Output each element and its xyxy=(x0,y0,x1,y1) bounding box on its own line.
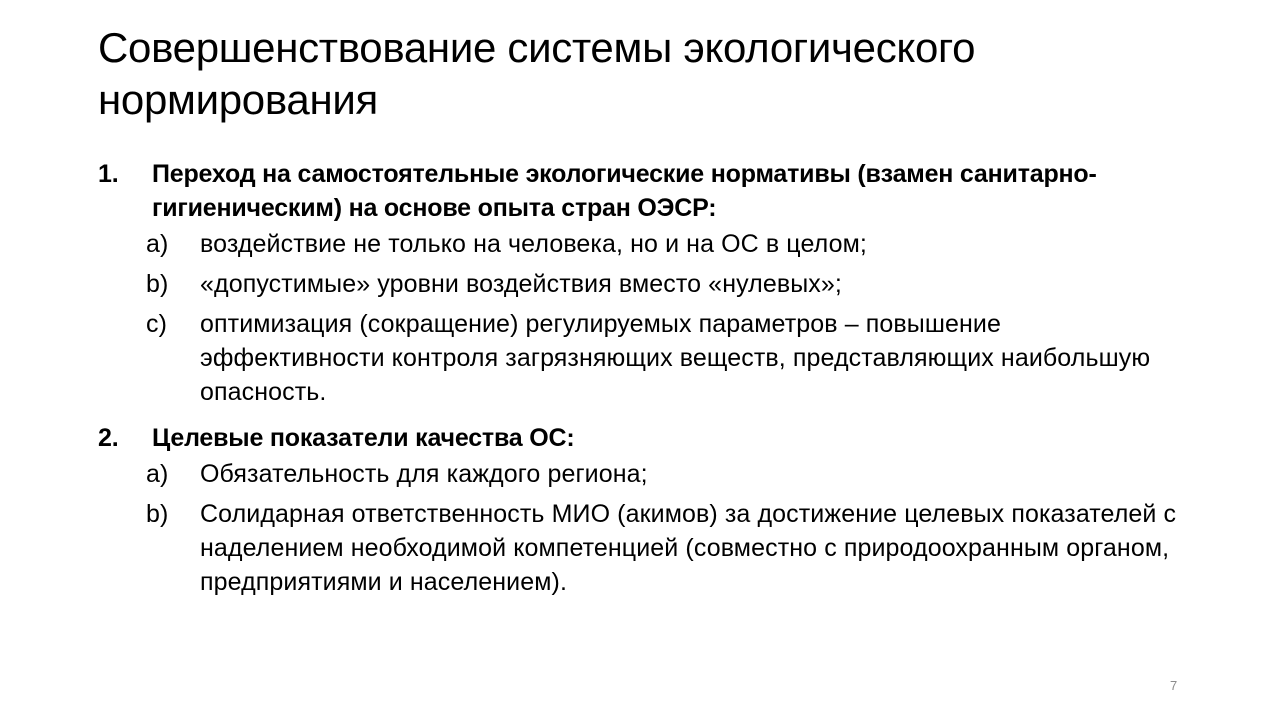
slide-content xyxy=(98,157,1188,605)
sublist-item-text: оптимизация (сокращение) регулируемых параметров – повышение эффективности контроля загрязняющих веществ, представляющих наибольшую опасность. xyxy=(200,310,1151,406)
sublist-item-text: Обязательность для каждого региона; xyxy=(200,460,648,488)
list-item-number: 1. xyxy=(98,160,119,188)
page-number: 7 xyxy=(1170,678,1178,693)
sublist-item-letter: b) xyxy=(146,500,169,528)
sublist-1 xyxy=(98,227,1188,409)
sublist-item-letter: a) xyxy=(146,230,169,258)
sublist-item-text: воздействие не только на человека, но и на ОС в целом; xyxy=(200,230,867,258)
list-item-number: 2. xyxy=(98,424,119,452)
sublist-item-text: Солидарная ответственность МИО (акимов) за достижение целевых показателей с наделением необходимой компетенцией (совместно с природоохранным органом, предприятиями и населением). xyxy=(200,500,1177,596)
sublist-item-text: «допустимые» уровни воздействия вместо «нулевых»; xyxy=(200,270,842,298)
sublist-item-letter: c) xyxy=(146,310,168,338)
sublist-item xyxy=(98,497,1188,599)
list-item-1 xyxy=(98,157,1188,225)
sublist-item-letter: b) xyxy=(146,270,169,298)
sublist-item-letter: a) xyxy=(146,460,169,488)
list-item-2 xyxy=(98,421,1188,455)
slide-title: Совершенствование системы экологического нормирования xyxy=(98,24,976,123)
sublist-item xyxy=(98,227,1188,261)
sublist-item xyxy=(98,307,1188,409)
list-item-text: Переход на самостоятельные экологические нормативы (взамен санитарно-гигиеническим) на основе опыта стран ОЭСР: xyxy=(152,160,1097,222)
list-item-text: Целевые показатели качества ОС: xyxy=(152,424,575,452)
sublist-item xyxy=(98,267,1188,301)
sublist-item xyxy=(98,457,1188,491)
sublist-2 xyxy=(98,457,1188,599)
